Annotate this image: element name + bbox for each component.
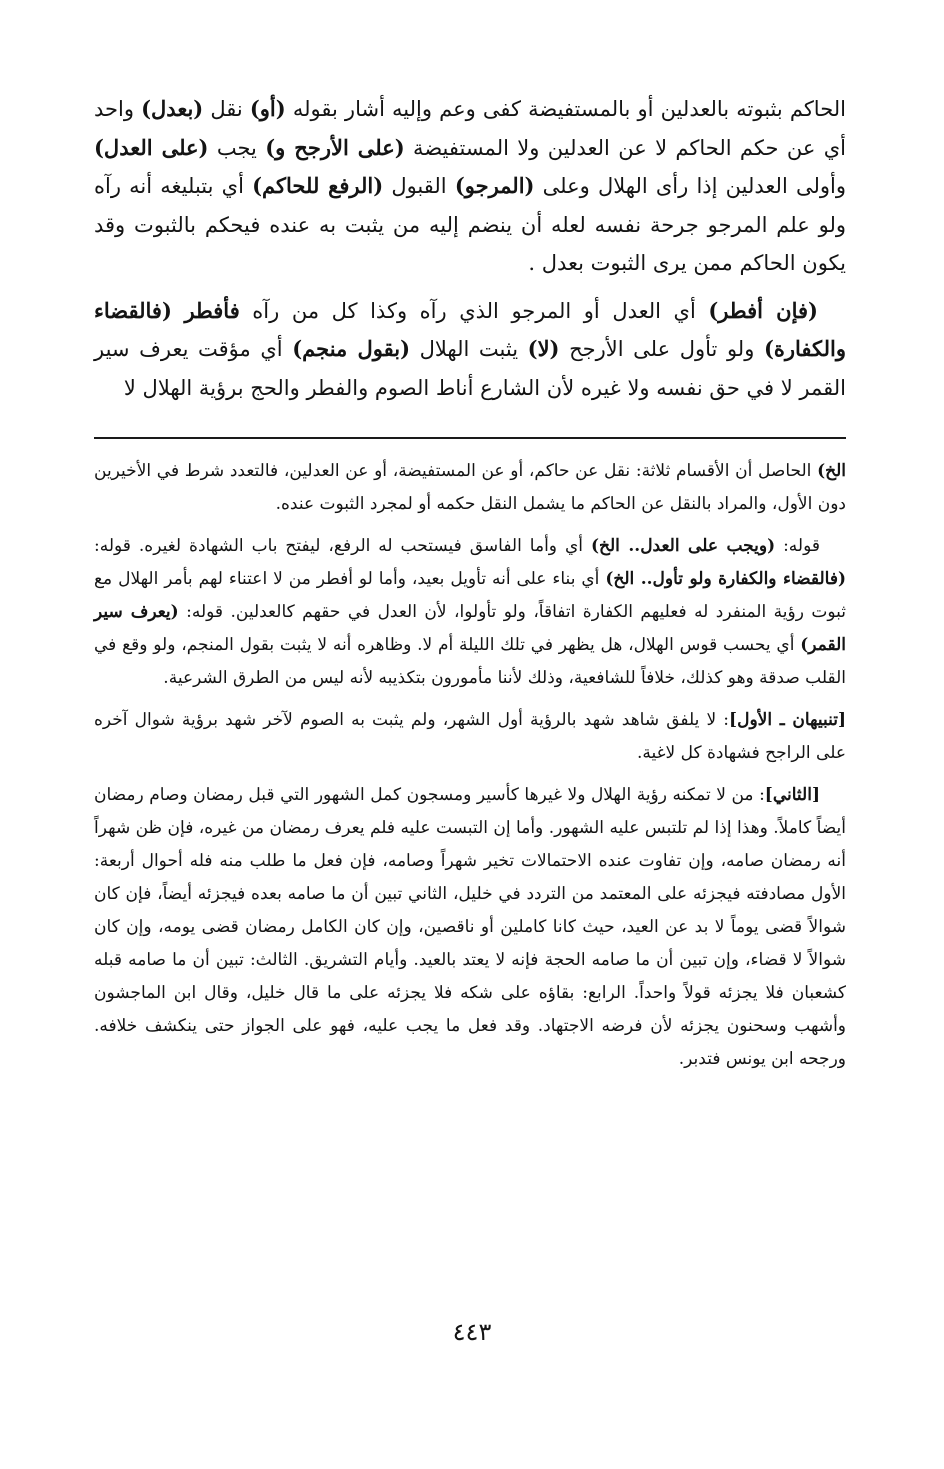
text-run: يثبت الهلال [410,337,528,361]
text-run: أي بناء على أنه تأويل بعيد، وأما لو أفطر من لا اعتناء لهم بأمر الهلال مع ثبوت رؤية المنفرد له فعليهم الكفارة اتفاقاً، ولو تأولوا، لأن العدل في حقهم كالعدلين. قوله: [94,569,846,622]
text-run [172,299,185,323]
text-run: أي وأما الفاسق فيستحب له الرفع، ليفتح باب الشهادة لغيره. قوله: [94,536,591,556]
text-run: القبول [383,174,455,198]
text-run: قوله: [775,536,821,556]
text-run: يجب [208,135,266,160]
bold-term: [تنبيهان ـ الأول] [729,710,846,730]
footnote-paragraph-4 [94,779,846,1076]
bold-term: (على العدل) [94,134,209,160]
text-run: ولو تأول على الأرجح [559,337,764,361]
text-run: أي العدل أو المرجو الذي رآه وكذا كل من رآه [239,298,709,323]
text-run: : لا يلفق شاهد شهد بالرؤية أول الشهر، ولم يثبت به الصوم لآخر شهد برؤية شوال آخره على الراجح فشهادة كل لاغية. [94,710,846,763]
main-paragraph-2 [94,292,846,408]
bold-term: (الرفع للحاكم) [252,173,384,198]
bold-term: (ويجب على العدل.. الخ) [590,536,776,556]
bold-term: الخ) [817,461,846,481]
bold-term: (بعدل) [141,96,204,121]
text-run: : من لا تمكنه رؤية الهلال ولا غيرها كأسير ومسجون كمل الشهور التي قبل رمضان وصام رمضان أيضاً كاملاً. وهذا إذا لم تلتبس عليه الشهور. وأما إن التبست عليه فلم يعرف رمضان من غيره، فإن ظن شهراً أنه رمضان صامه، وإن تفاوت عنده الاحتمالات تخير شهراً وصامه، فإن فعل ما طلب منه فله أحوال أربعة: الأول مصادفته فيجزئه على المعتمد من التردد في خليل، الثاني تبين أن ما صامه بعده فيجزئه أيضاً، فإن كان شوالاً قضى يوماً لا بد عن العيد، حيث كانا كاملين أو ناقصين، وإن كان الكامل رمضان قضى يومه، وإن كان شوالاً لا قضاء، وإن تبين أن ما صامه الحجة فإنه لا يعتد بالعيد. وأيام التشريق. الثالث: تبين أن ما صامه قبله كشعبان فلا يجزئه قولاً واحداً. الرابع: بقاؤه على شكه فلا يجزئه على ما قال خليل، وقال ابن الماجشون وأشهب وسحنون يجزئه لأن فرضه الاجتهاد. وقد فعل ما يجب عليه، فهو على الجواز حتى ينكشف خلافه. ورجحه ابن يونس فتدبر. [94,785,846,1069]
bold-term: [الثاني] [764,785,820,805]
text-run: الحاصل أن الأقسام ثلاثة: نقل عن حاكم، أو عن المستفيضة، أو عن العدلين، فالتعدد شرط في الأخيرين دون الأول، والمراد بالنقل عن الحاكم ما يشمل النقل حكمه أو لمجرد الثبوت عنده. [94,461,846,514]
footnote-paragraph-1 [94,455,846,521]
text-run: واحد أي عن حكم الحاكم لا عن العدلين ولا المستفيضة [94,97,846,160]
text-run: وأولى العدلين إذا رأى الهلال وعلى [534,174,846,198]
text-run: أي مؤقت يعرف سير القمر لا في حق نفسه ولا غيره لأن الشارع أناط الصوم والفطر والحج برؤية الهلال لا [94,337,846,400]
bold-term: (أو) [249,96,286,121]
bold-term: (يعرف سير القمر) [94,602,846,655]
text-run: أي يحسب قوس الهلال، هل يظهر في تلك الليلة أم لا. وظاهره أنه لا يثبت بقول المنجم، ولو وقع في القلب صدقة وهو كذلك، خلافاً للشافعية، وذلك لأننا مأمورون بتكذيبه لأنه ليس من الطرق الشرعية. [94,635,846,688]
bold-term: (المرجو) [454,173,535,198]
bold-term: فأفطر [184,297,240,323]
footnote-divider [94,437,846,439]
text-run: نقل [203,97,250,121]
bold-term: (بقول منجم) [292,336,411,361]
footnote-paragraph-2 [94,530,846,695]
text-run: الحاكم بثبوته بالعدلين أو بالمستفيضة كفى وعم وإليه أشار بقوله [285,97,846,121]
page-content [94,90,846,1076]
text-run: أي بتبليغه أنه رآه ولو علم المرجو جرحة نفسه لعله أن ينضم إليه من يثبت به عنده فيحكم بالثبوت وقد يكون الحاكم ممن يرى الثبوت بعدل . [94,174,846,275]
bold-term: (على الأرجح و) [265,134,405,160]
bold-term: (فالقضاء والكفارة ولو تأول.. الخ) [605,569,847,589]
bold-term: (فالقضاء والكفارة) [94,297,847,361]
bold-term: (لا) [527,336,560,361]
main-text [94,90,846,407]
bold-term: (فإن أفطر) [708,297,818,323]
footnote-paragraph-3 [94,704,846,770]
footnotes [94,455,846,1076]
main-paragraph-1 [94,90,846,283]
page-number: ٤٤٣ [452,1318,492,1346]
